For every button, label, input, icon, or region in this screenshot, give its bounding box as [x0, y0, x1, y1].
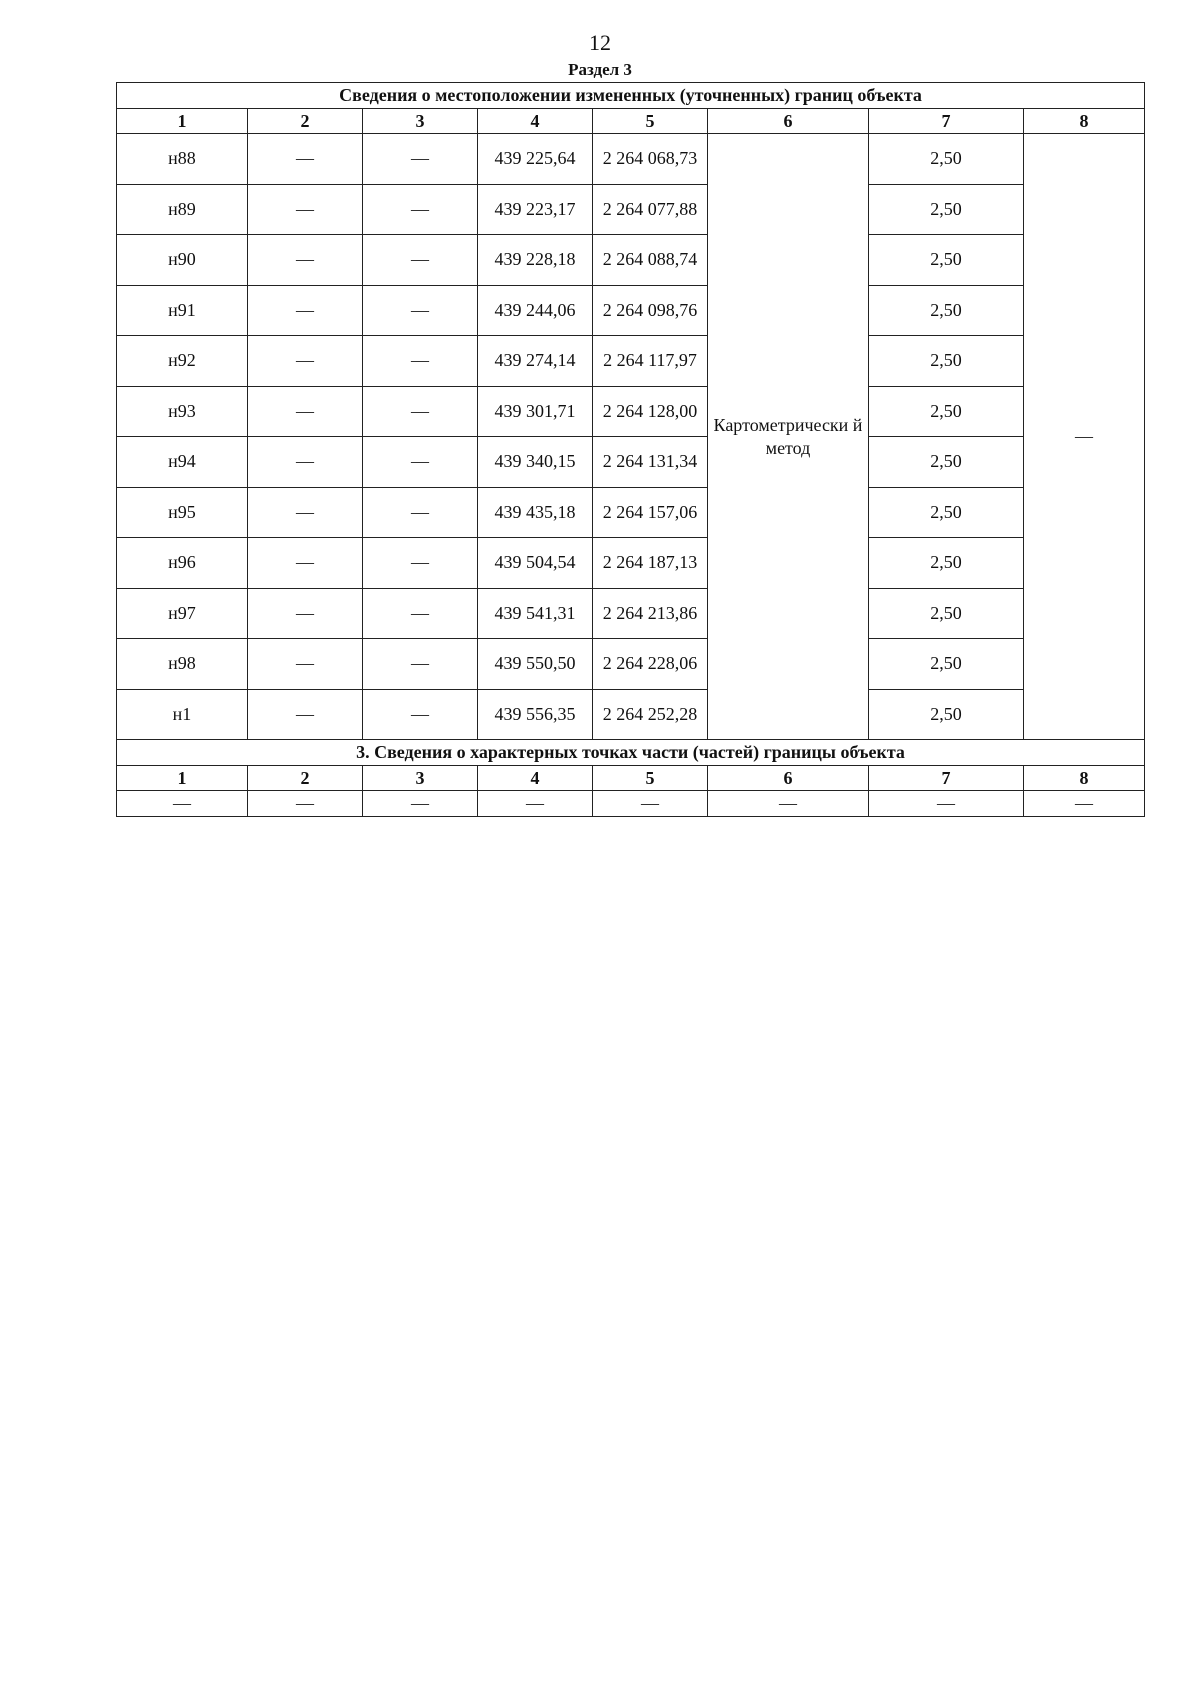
coordinate-y: 2 264 098,76 — [593, 285, 708, 336]
column-number: 4 — [478, 109, 593, 134]
cell-col2: — — [248, 336, 363, 387]
cell-col3: — — [363, 336, 478, 387]
column-number: 1 — [117, 766, 248, 791]
accuracy-value: 2,50 — [869, 437, 1024, 488]
accuracy-value: 2,50 — [869, 235, 1024, 286]
cell-col2: — — [248, 386, 363, 437]
coordinate-x: 439 340,15 — [478, 437, 593, 488]
table-row — [117, 791, 1145, 817]
coordinate-x: 439 225,64 — [478, 134, 593, 185]
dash-cell: — — [117, 791, 248, 817]
accuracy-value: 2,50 — [869, 285, 1024, 336]
coordinate-y: 2 264 228,06 — [593, 639, 708, 690]
cell-col2: — — [248, 487, 363, 538]
table2-header — [117, 740, 1145, 766]
table1-title: Сведения о местоположении измененных (уточненных) границ объекта — [117, 83, 1145, 109]
table2-title: 3. Сведения о характерных точках части (частей) границы объекта — [117, 740, 1145, 766]
column-number: 8 — [1024, 766, 1145, 791]
cell-col3: — — [363, 639, 478, 690]
coordinate-y: 2 264 117,97 — [593, 336, 708, 387]
coordinate-x: 439 435,18 — [478, 487, 593, 538]
cell-col2: — — [248, 134, 363, 185]
accuracy-value: 2,50 — [869, 639, 1024, 690]
method-cell: Картометрически й метод — [708, 134, 869, 740]
cell-col3: — — [363, 184, 478, 235]
column-number: 6 — [708, 766, 869, 791]
column-number: 2 — [248, 109, 363, 134]
coordinate-y: 2 264 187,13 — [593, 538, 708, 589]
coordinate-y: 2 264 068,73 — [593, 134, 708, 185]
point-name: н95 — [117, 487, 248, 538]
coordinate-y: 2 264 157,06 — [593, 487, 708, 538]
coordinate-x: 439 244,06 — [478, 285, 593, 336]
section-title: Раздел 3 — [568, 60, 632, 79]
accuracy-value: 2,50 — [869, 538, 1024, 589]
cell-col3: — — [363, 386, 478, 437]
column-number: 7 — [869, 109, 1024, 134]
cell-col2: — — [248, 538, 363, 589]
dash-cell: — — [478, 791, 593, 817]
cell-col2: — — [248, 437, 363, 488]
cell-col2: — — [248, 689, 363, 740]
coordinate-x: 439 228,18 — [478, 235, 593, 286]
point-name: н88 — [117, 134, 248, 185]
coordinate-y: 2 264 077,88 — [593, 184, 708, 235]
coordinate-y: 2 264 088,74 — [593, 235, 708, 286]
coordinate-y: 2 264 128,00 — [593, 386, 708, 437]
table-row — [117, 487, 1145, 538]
boundary-table — [116, 82, 1145, 817]
coordinate-y: 2 264 252,28 — [593, 689, 708, 740]
cell-col3: — — [363, 437, 478, 488]
cell-col3: — — [363, 285, 478, 336]
point-name: н97 — [117, 588, 248, 639]
cell-col3: — — [363, 588, 478, 639]
table-row — [117, 538, 1145, 589]
table-row — [117, 336, 1145, 387]
point-name: н93 — [117, 386, 248, 437]
coordinate-x: 439 274,14 — [478, 336, 593, 387]
column-number: 6 — [708, 109, 869, 134]
dash-cell: — — [1024, 791, 1145, 817]
table-row — [117, 235, 1145, 286]
dash-cell: — — [248, 791, 363, 817]
table-row — [117, 134, 1145, 185]
accuracy-value: 2,50 — [869, 689, 1024, 740]
table-row — [117, 689, 1145, 740]
column-number: 5 — [593, 109, 708, 134]
column-number: 1 — [117, 109, 248, 134]
point-name: н89 — [117, 184, 248, 235]
dash-cell: — — [869, 791, 1024, 817]
point-name: н96 — [117, 538, 248, 589]
cell-col3: — — [363, 689, 478, 740]
table2-column-numbers — [117, 766, 1145, 791]
table-row — [117, 588, 1145, 639]
table1-column-numbers — [117, 109, 1145, 134]
cell-col2: — — [248, 588, 363, 639]
coordinate-y: 2 264 213,86 — [593, 588, 708, 639]
point-name: н91 — [117, 285, 248, 336]
point-name: н1 — [117, 689, 248, 740]
column-number: 8 — [1024, 109, 1145, 134]
accuracy-value: 2,50 — [869, 184, 1024, 235]
cell-col3: — — [363, 538, 478, 589]
column-number: 7 — [869, 766, 1024, 791]
dash-cell: — — [708, 791, 869, 817]
column-number: 3 — [363, 109, 478, 134]
coordinate-x: 439 301,71 — [478, 386, 593, 437]
page-number: 12 — [589, 30, 611, 55]
accuracy-value: 2,50 — [869, 588, 1024, 639]
column-number: 5 — [593, 766, 708, 791]
point-name: н94 — [117, 437, 248, 488]
dash-cell: — — [363, 791, 478, 817]
cell-col3: — — [363, 487, 478, 538]
point-name: н90 — [117, 235, 248, 286]
table-row — [117, 386, 1145, 437]
table-row — [117, 639, 1145, 690]
cell-col3: — — [363, 134, 478, 185]
dash-cell: — — [593, 791, 708, 817]
point-name: н92 — [117, 336, 248, 387]
table-row — [117, 184, 1145, 235]
col8-cell: — — [1024, 134, 1145, 740]
column-number: 4 — [478, 766, 593, 791]
cell-col3: — — [363, 235, 478, 286]
table-row — [117, 437, 1145, 488]
cell-col2: — — [248, 639, 363, 690]
coordinate-x: 439 223,17 — [478, 184, 593, 235]
coordinate-y: 2 264 131,34 — [593, 437, 708, 488]
coordinate-x: 439 550,50 — [478, 639, 593, 690]
coordinate-x: 439 504,54 — [478, 538, 593, 589]
boundary-table-body — [117, 83, 1145, 817]
accuracy-value: 2,50 — [869, 386, 1024, 437]
table-row — [117, 285, 1145, 336]
point-name: н98 — [117, 639, 248, 690]
cell-col2: — — [248, 184, 363, 235]
accuracy-value: 2,50 — [869, 134, 1024, 185]
coordinate-x: 439 556,35 — [478, 689, 593, 740]
cell-col2: — — [248, 285, 363, 336]
cell-col2: — — [248, 235, 363, 286]
coordinate-x: 439 541,31 — [478, 588, 593, 639]
accuracy-value: 2,50 — [869, 336, 1024, 387]
column-number: 2 — [248, 766, 363, 791]
accuracy-value: 2,50 — [869, 487, 1024, 538]
column-number: 3 — [363, 766, 478, 791]
